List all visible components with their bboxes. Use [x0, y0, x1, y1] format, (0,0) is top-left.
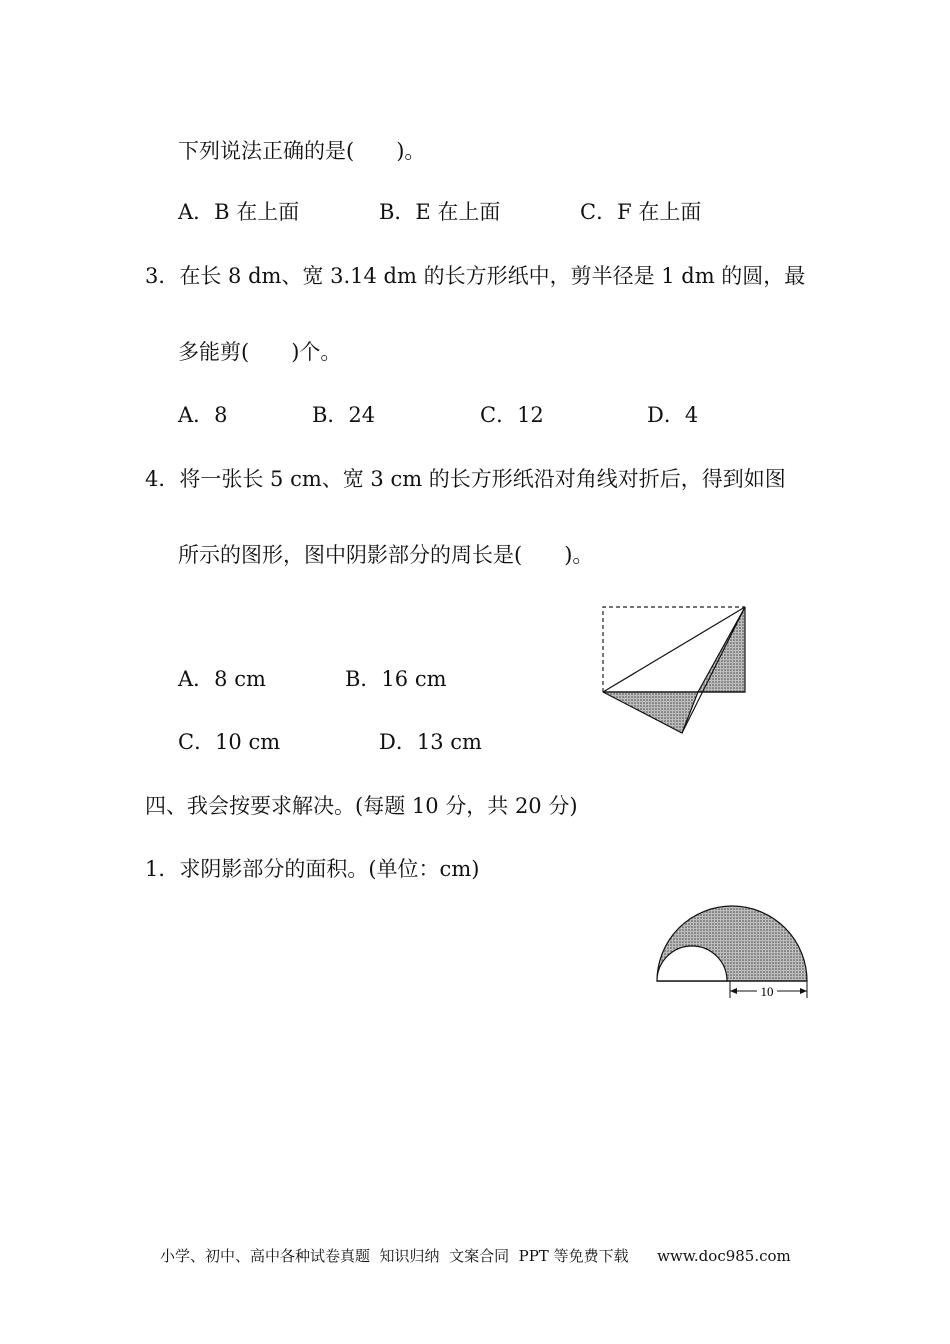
q4-option-b: B．16 cm	[345, 667, 447, 691]
q4-option-a: A．8 cm	[178, 667, 266, 691]
q3-stem-line1: 3．在长 8 dm、宽 3.14 dm 的长方形纸中，剪半径是 1 dm 的圆，最	[145, 264, 806, 288]
q4-option-c: C．10 cm	[178, 730, 281, 754]
section4-heading: 四、我会按要求解决。(每题 10 分，共 20 分)	[145, 794, 578, 818]
page-footer: 小学、初中、高中各种试卷真题 知识归纳 文案合同 PPT 等免费下载 www.doc985.com	[160, 1247, 791, 1265]
shaded-region-right	[698, 607, 745, 692]
arrow-right-icon	[800, 988, 807, 994]
dimension-label: 10	[760, 984, 774, 999]
q4-option-d: D．13 cm	[379, 730, 482, 754]
shaded-region-bottom	[603, 692, 698, 733]
q2-stem-continuation: 下列说法正确的是( )。	[178, 139, 426, 163]
q2-option-c: C．F 在上面	[580, 200, 702, 224]
q4-stem-line1: 4．将一张长 5 cm、宽 3 cm 的长方形纸沿对角线对折后，得到如图	[145, 467, 786, 491]
q3-option-a: A．8	[178, 403, 228, 427]
q2-option-a: A．B 在上面	[178, 200, 300, 224]
q4-stem-line2: 所示的图形，图中阴影部分的周长是( )。	[178, 543, 594, 567]
q3-option-b: B．24	[312, 403, 376, 427]
q3-option-d: D．4	[647, 403, 699, 427]
semicircle-figure	[652, 902, 812, 1002]
arrow-left-icon	[730, 988, 737, 994]
q3-stem-line2: 多能剪( )个。	[178, 340, 342, 364]
folded-rectangle-figure	[598, 603, 758, 743]
q3-option-c: C．12	[480, 403, 544, 427]
section4-q1: 1．求阴影部分的面积。(单位：cm)	[145, 857, 480, 881]
q2-option-b: B．E 在上面	[379, 200, 501, 224]
